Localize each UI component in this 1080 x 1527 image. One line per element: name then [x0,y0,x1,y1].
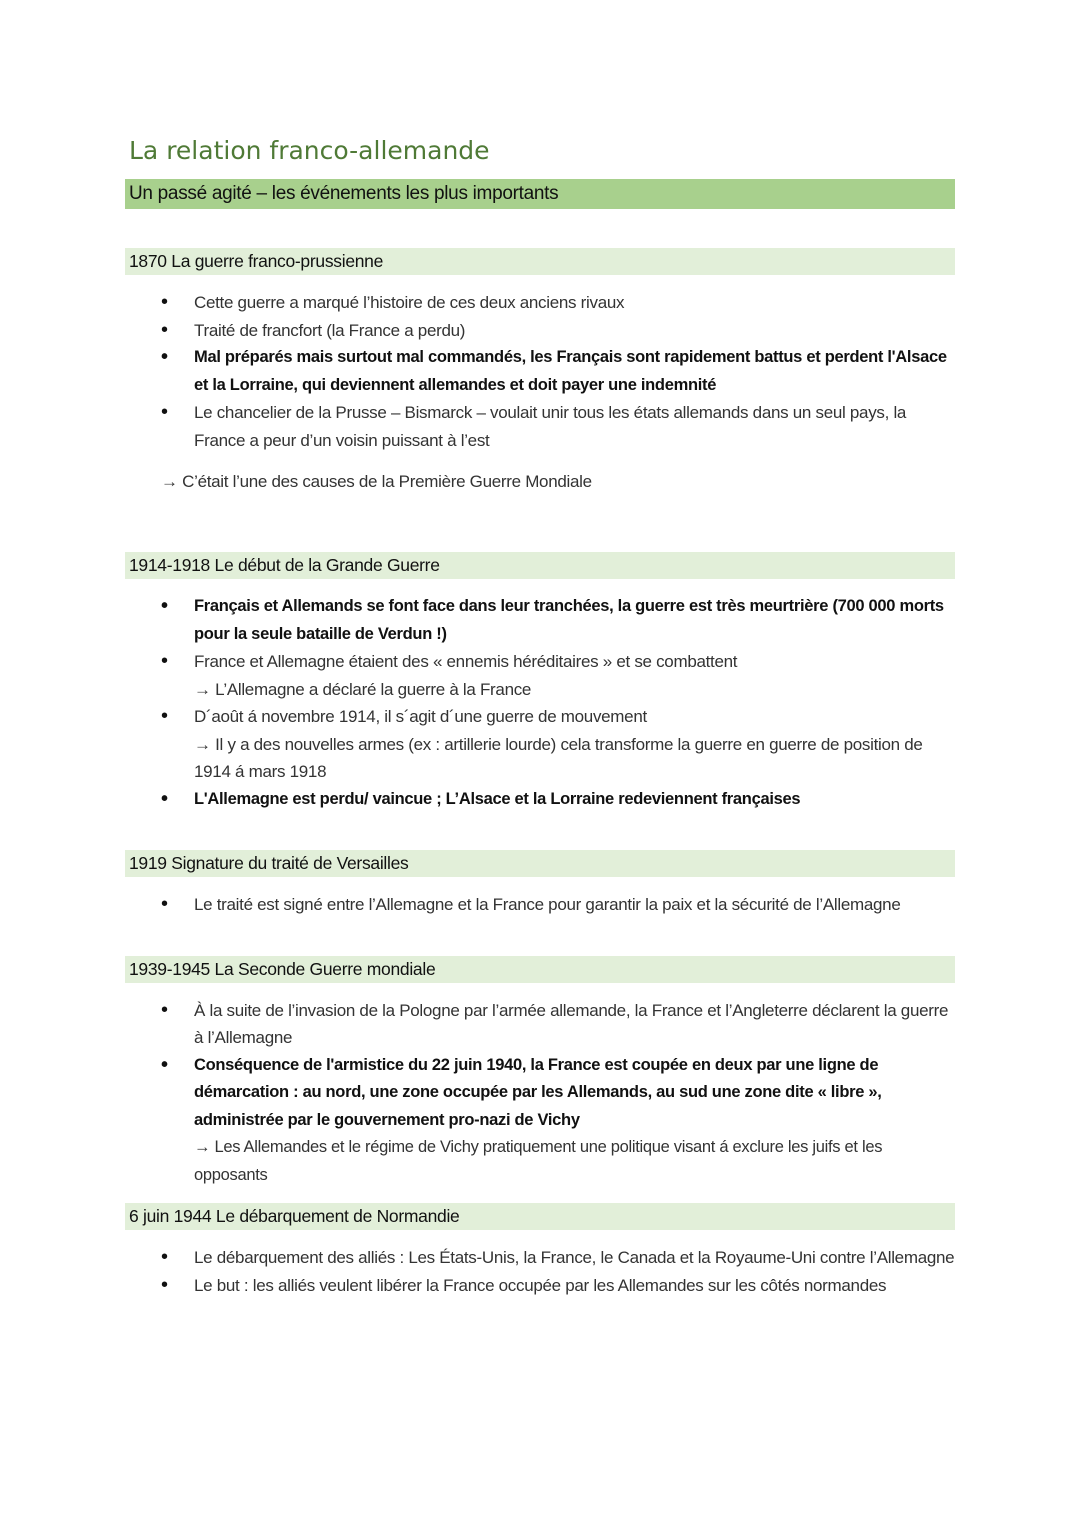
section-heading: 6 juin 1944 Le débarquement de Normandie [125,1203,955,1230]
bullet-list [125,1244,955,1299]
section-heading: 1870 La guerre franco-prussienne [125,248,955,275]
document-title: La relation franco-allemande [129,136,490,165]
document-page [125,125,955,1299]
bullet-list [125,593,955,813]
list-item: • L'Allemagne est perdu/ vaincue ; L’Alsace et la Lorraine redeviennent françaises [125,786,955,814]
section-heading: 1914-1918 Le début de la Grande Guerre [125,552,955,579]
section-1939-1945 [125,956,955,1190]
arrow-note: → C’était l’une des causes de la Première Guerre Mondiale [161,472,592,491]
bullet-list [125,891,955,919]
list-item: • Le but : les alliés veulent libérer la France occupée par les Allemandes sur les côtés normandes [125,1272,955,1300]
list-item: • À la suite de l’invasion de la Pologne par l’armée allemande, la France et l’Angleterre déclarent la guerre à l’Allemagne [125,997,955,1052]
list-item-text: France et Allemagne étaient des « ennemis héréditaires » et se combattent [194,652,738,671]
list-item [125,1052,955,1190]
list-item: • Le chancelier de la Prusse – Bismarck – voulait unir tous les états allemands dans un seul pays, la France a peur d’un voisin puissant à l’est [125,399,955,454]
list-item-text: Conséquence de l'armistice du 22 juin 1940, la France est coupée en deux par une ligne de démarcation : au nord, une zone occupée par les Allemands, au sud une zone dite « libre », administrée par le gouvernement pro-nazi de Vichy [194,1055,882,1129]
bullet-list [125,997,955,1190]
list-item-subnote: → L’Allemagne a déclaré la guerre à la France [194,679,532,699]
list-item [125,703,955,786]
section-1914-1918 [125,552,955,813]
list-item-subnote: → Il y a des nouvelles armes (ex : artillerie lourde) cela transforme la guerre en guerre de position de 1914 á mars 1918 [194,734,923,781]
list-item-text: D´août á novembre 1914, il s´agit d´une guerre de mouvement [194,707,647,726]
list-item: • Le traité est signé entre l’Allemagne et la France pour garantir la paix et la sécurité de l’Allemagne [125,891,955,919]
list-item: • Cette guerre a marqué l’histoire de ces deux anciens rivaux [125,289,955,317]
section-heading: 1939-1945 La Seconde Guerre mondiale [125,956,955,983]
bullet-list [125,289,955,454]
list-item: • Mal préparés mais surtout mal commandés, les Français sont rapidement battus et perdent l'Alsace et la Lorraine, qui deviennent allemandes et doit payer une indemnité [125,344,955,399]
list-item: • Traité de francfort (la France a perdu) [125,317,955,345]
list-item-subnote: → Les Allemandes et le régime de Vichy pratiquement une politique visant á exclure les juifs et les opposants [194,1138,883,1184]
section-1919 [125,850,955,919]
list-item [125,648,955,703]
section-1870 [125,248,955,495]
subtitle-banner: Un passé agité – les événements les plus importants [125,179,955,209]
list-item: • Le débarquement des alliés : Les États-Unis, la France, le Canada et la Royaume-Uni contre l’Allemagne [125,1244,955,1272]
list-item: • Français et Allemands se font face dans leur tranchées, la guerre est très meurtrière (700 000 morts pour la seule bataille de Verdun !) [125,593,955,648]
section-1944 [125,1203,955,1299]
section-heading: 1919 Signature du traité de Versailles [125,850,955,877]
